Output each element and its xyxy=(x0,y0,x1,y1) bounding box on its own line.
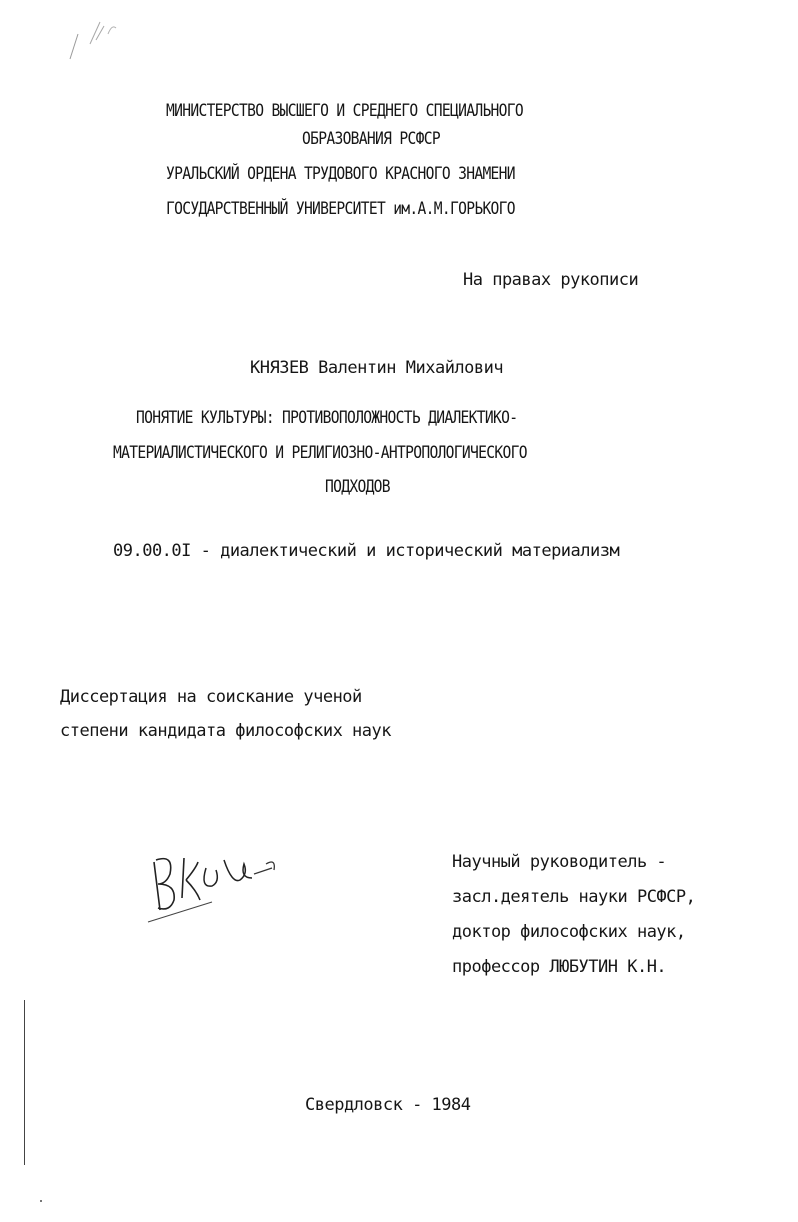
supervisor-line-1: Научный руководитель - xyxy=(452,852,667,872)
university-line-1: УРАЛЬСКИЙ ОРДЕНА ТРУДОВОГО КРАСНОГО ЗНАМЕНИ xyxy=(166,164,515,184)
scan-edge-line xyxy=(24,1000,25,1165)
dissertation-line-2: степени кандидата философских наук xyxy=(60,721,391,741)
supervisor-line-3: доктор философских наук, xyxy=(452,922,686,942)
ministry-line-1: МИНИСТЕРСТВО ВЫСШЕГО И СРЕДНЕГО СПЕЦИАЛЬНОГО xyxy=(166,101,524,121)
university-line-2: ГОСУДАРСТВЕННЫЙ УНИВЕРСИТЕТ им.А.М.ГОРЬКОГО xyxy=(166,199,515,219)
specialty-code: 09.00.0I - диалектический и исторический материализм xyxy=(113,541,620,561)
title-line-1: ПОНЯТИЕ КУЛЬТУРЫ: ПРОТИВОПОЛОЖНОСТЬ ДИАЛЕКТИКО- xyxy=(136,408,518,428)
place-year: Свердловск - 1984 xyxy=(305,1095,471,1115)
ministry-line-2: ОБРАЗОВАНИЯ РСФСР xyxy=(302,129,440,149)
handwritten-signature xyxy=(140,840,290,935)
pencil-mark xyxy=(60,14,130,64)
rights-note: На правах рукописи xyxy=(463,270,639,290)
author-name: КНЯЗЕВ Валентин Михайлович xyxy=(250,358,504,378)
title-line-3: ПОДХОДОВ xyxy=(325,477,390,497)
scan-speck xyxy=(40,1200,42,1202)
supervisor-line-2: засл.деятель науки РСФСР, xyxy=(452,887,696,907)
title-line-2: МАТЕРИАЛИСТИЧЕСКОГО И РЕЛИГИОЗНО-АНТРОПОЛОГИЧЕСКОГО xyxy=(113,443,527,463)
supervisor-line-4: профессор ЛЮБУТИН К.Н. xyxy=(452,957,667,977)
dissertation-line-1: Диссертация на соискание ученой xyxy=(60,687,362,707)
